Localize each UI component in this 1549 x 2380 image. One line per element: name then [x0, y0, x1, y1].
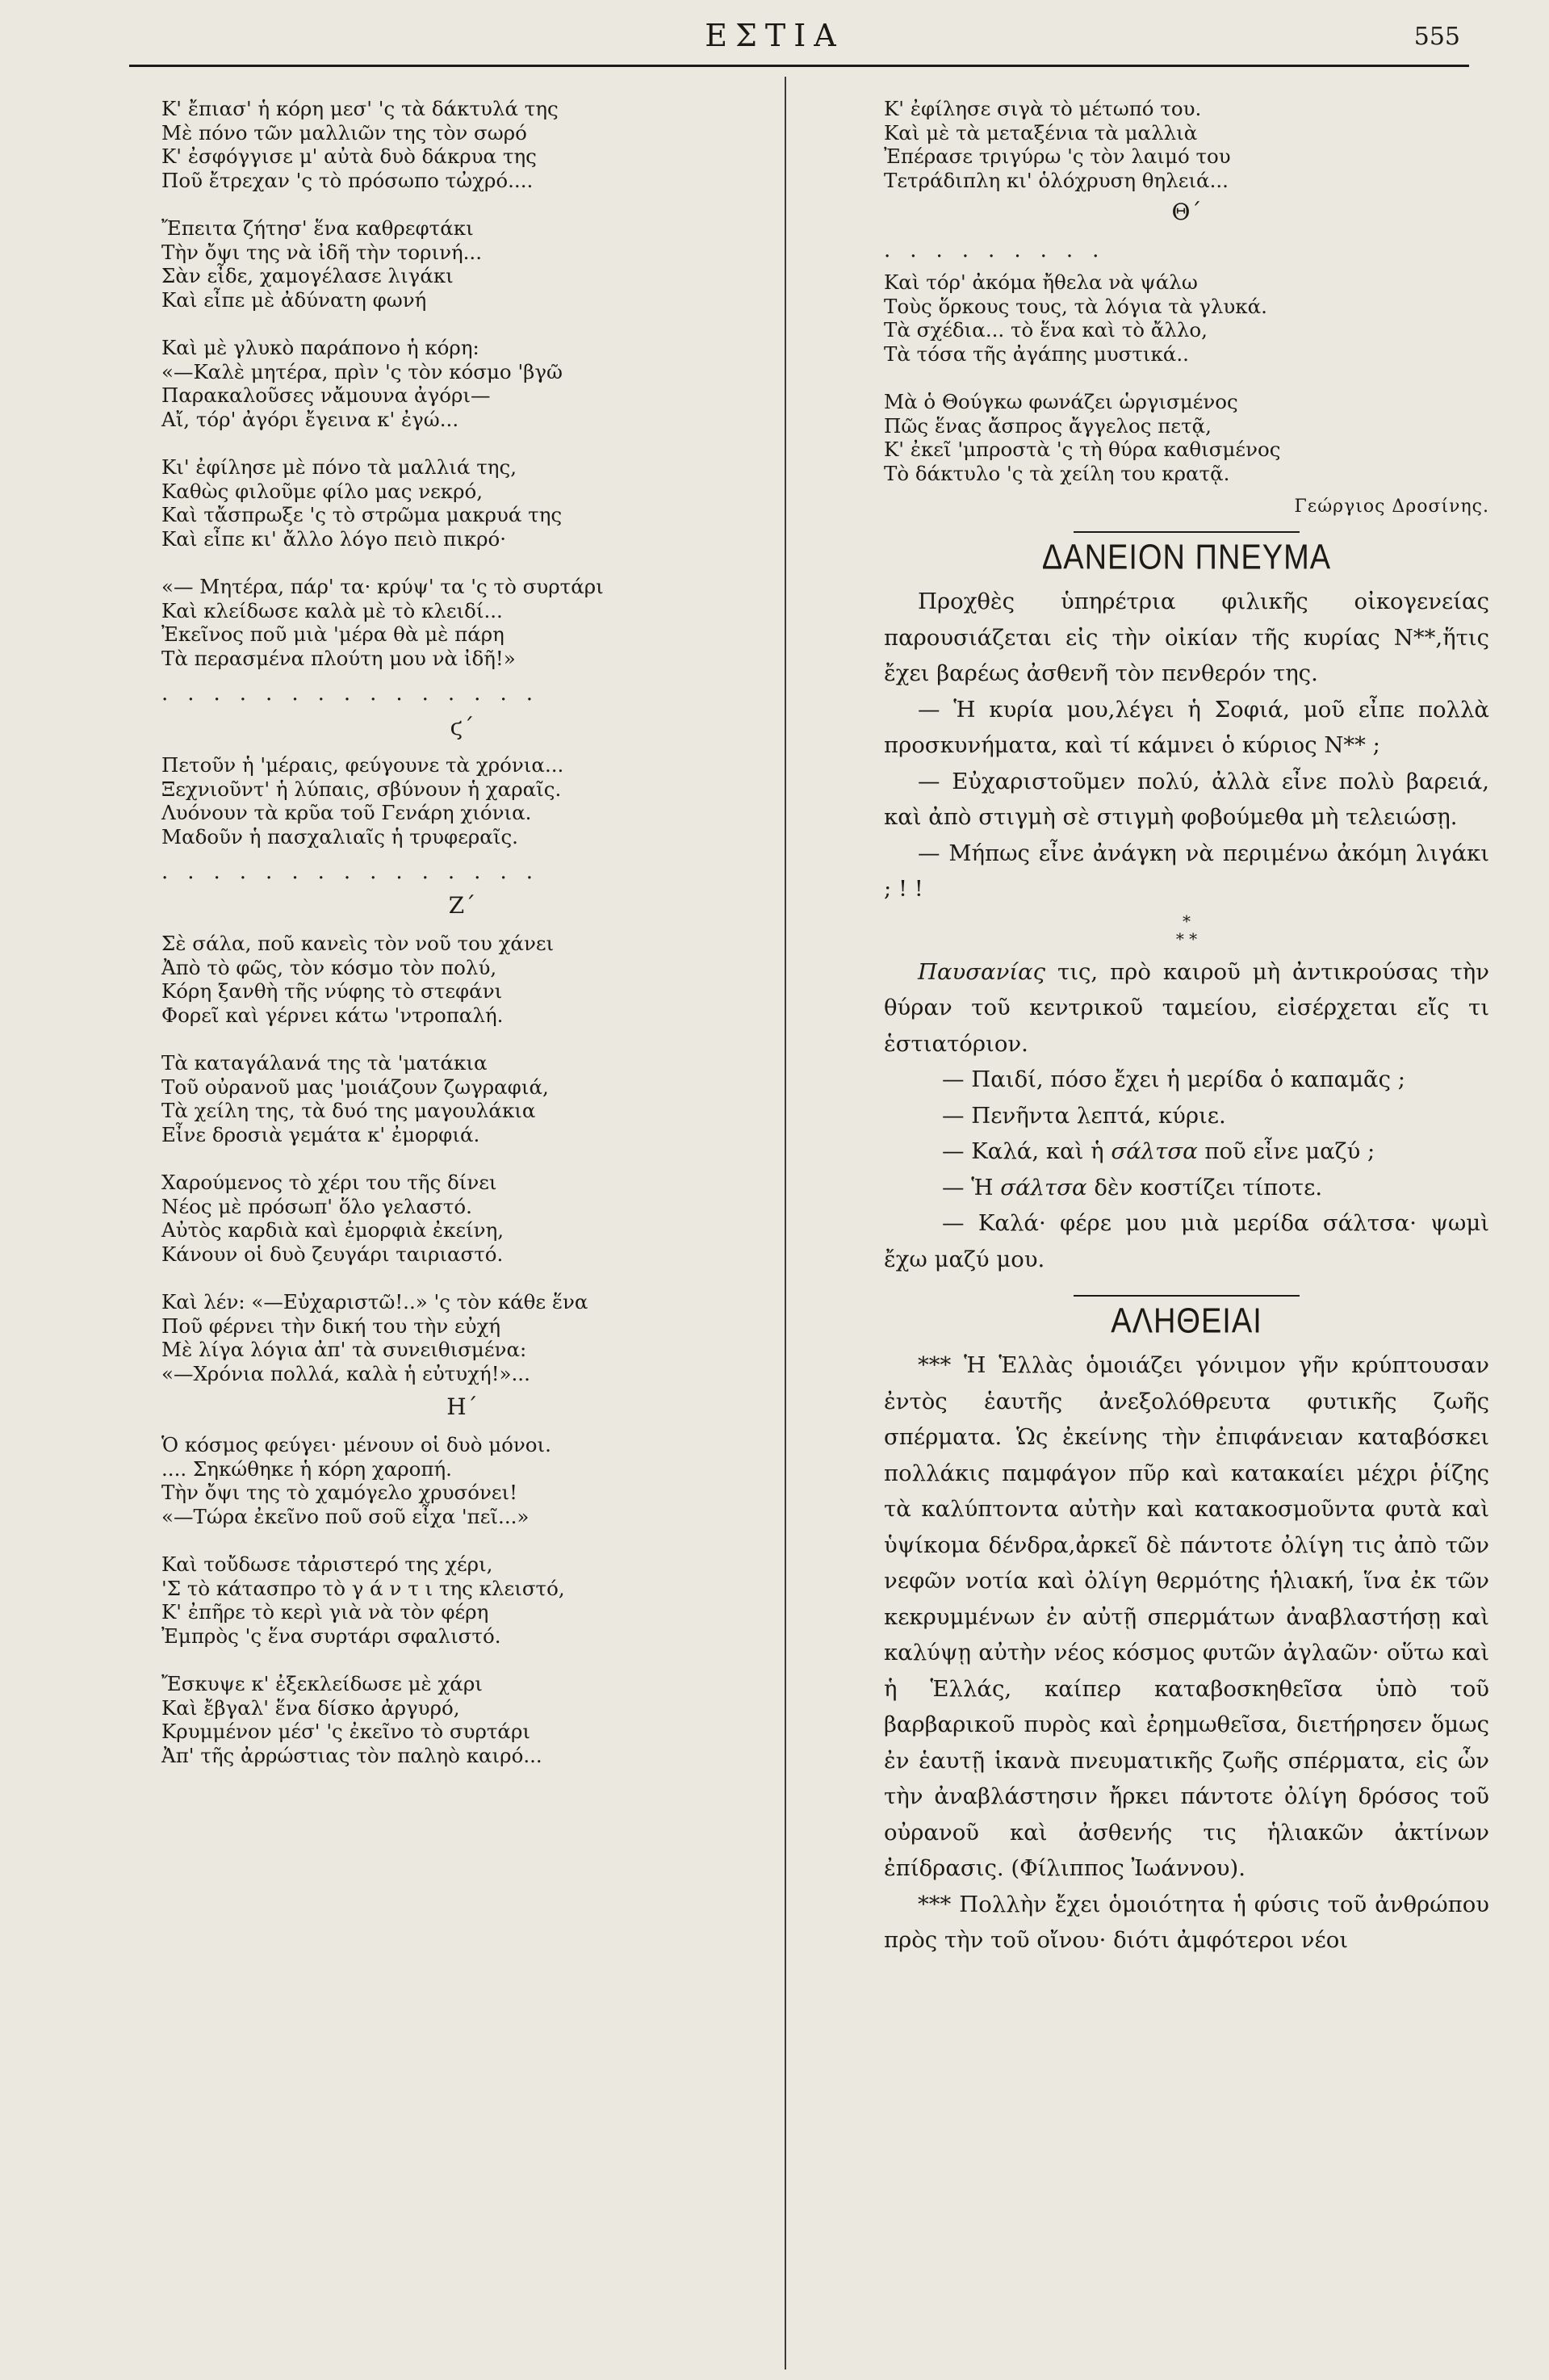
section-numeral: ϛ΄ [450, 714, 475, 740]
poem-line: Ξεχνιοῦντ' ἡ λύπαις, σβύνουν ἡ χαραῖς. [161, 777, 562, 801]
poem-line: Τὰ χείλη της, τὰ δυό της μαγουλάκια [161, 1099, 536, 1122]
poem-line: Φορεῖ καὶ γέρνει κάτω 'ντροπαλή. [161, 1003, 504, 1027]
poem-line: Αὐτὸς καρδιὰ καὶ ἐμορφιὰ ἐκείνη, [161, 1218, 504, 1242]
poem-line: Μὰ ὁ Θούγκω φωνάζει ὡργισμένος [884, 390, 1238, 413]
dialogue-line: — Παιδί, πόσο ἔχει ἡ μερίδα ὁ καπαμᾶς ; [942, 1066, 1405, 1092]
article-body [884, 584, 1489, 1277]
poem-line: Ἔπειτα ζήτησ' ἕνα καθρεφτάκι [161, 216, 474, 240]
poem-line: Καὶ ἔβγαλ' ἕνα δίσκο ἀργυρό, [161, 1695, 460, 1720]
paragraph: Προχθὲς ὑπηρέτρια φιλικῆς οἰκογενείας παρουσιάζεται εἰς τὴν οἰκίαν τῆς κυρίας Ν**,ἥτις ἔχει βαρέως ἀσθενῆ τὸν πενθερόν της. [884, 589, 1489, 686]
journal-title: ΕΣΤΙΑ [705, 18, 844, 53]
dialogue-text: δὲν κοστίζει τίποτε. [1086, 1174, 1323, 1200]
ellipsis-dots: ............... [161, 860, 552, 884]
paragraph: *** Ἡ Ἑλλὰς ὁμοιάζει γόνιμον γῆν κρύπτουσαν ἐντὸς ἑαυτῆς ἀνεξολόθρευτα φυτικῆς ζωῆς σπέρματα. Ὡς ἐκείνης τὴν ἐπιφάνειαν καταβόσκει πολλάκις παμφάγον πῦρ καὶ κατακαίει μέχρι ῥίζης τὰ καλύπτοντα αὐτὴν καὶ κατακοσμοῦντα φυτὰ καὶ ὑψίκομα δένδρα,ἀρκεῖ δὲ πάντοτε ὀλίγη τις ἀπὸ τῶν νεφῶν νοτία καὶ ὀλίγη θερμότης ἡλιακή, ἵνα ἐκ τῶν κεκρυμμένων ἐν αὐτῇ σπερμάτων ἀναβλαστήσῃ καὶ καλύψῃ αὐτὴν νέος κόσμος φυτῶν ἀγλαῶν· οὕτω καὶ ἡ Ἑλλάς, καίπερ καταβοσκηθεῖσα ὑπὸ τοῦ βαρβαρικοῦ πυρὸς καὶ ἐρημωθεῖσα, διετήρησεν ὅμως ἐν ἑαυτῇ ἱκανὰ πνευματικῆς ζωῆς σπέρματα, εἰς ὧν τὴν ἀναβλάστησιν ἤρκει πάντοτε ὀλίγη δρόσος τοῦ οὐρανοῦ καὶ ἀσθενής τις ἡλιακῶν ἀκτίνων ἐπίδρασις. (Φίλιππος Ἰωάννου). [884, 1352, 1489, 1881]
section-numeral: Ζ΄ [448, 892, 476, 919]
dialogue-line [884, 1170, 1489, 1206]
poem-line: Κ' ἐπῆρε τὸ κερὶ γιὰ νὰ τὸν φέρη [161, 1600, 489, 1624]
section-separator [1074, 531, 1300, 533]
poem-line: Καὶ εἶπε κι' ἄλλο λόγο πειὸ πικρό· [161, 526, 507, 551]
poem-line: Εἶνε δροσιὰ γεμάτα κ' ἐμορφιά. [161, 1122, 480, 1146]
article-body [884, 1347, 1489, 1959]
poem-line: Ποῦ ἔτρεχαν 'ς τὸ πρόσωπο τὠχρό.... [161, 168, 534, 192]
dialogue-line: — Πενῆντα λεπτά, κύριε. [942, 1102, 1226, 1129]
poem-line: .... Σηκώθηκε ἡ κόρη χαροπή. [161, 1456, 452, 1481]
poem-line: Τετράδιπλη κι' ὁλόχρυση θηλειά... [884, 168, 1229, 192]
poem-line: Τὴν ὄψι της νὰ ἰδῆ τὴν τορινή... [161, 240, 483, 264]
poem-line: «— Μητέρα, πάρ' τα· κρύψ' τα 'ς τὸ συρτάρι [161, 575, 604, 598]
poem-stanza [161, 932, 763, 1027]
poem-line: Τὰ καταγάλανά της τὰ 'ματάκια [161, 1051, 488, 1075]
poem-line: Λυόνουν τὰ κρῦα τοῦ Γενάρη χιόνια. [161, 801, 532, 824]
poem-line: Καὶ κλείδωσε καλὰ μὲ τὸ κλειδί... [161, 598, 503, 622]
poem-stanza [161, 1552, 763, 1648]
poem-line: Σὰν εἶδε, χαμογέλασε λιγάκι [161, 264, 454, 287]
poem-line: Τοῦ οὐρανοῦ μας 'μοιάζουν ζωγραφιά, [161, 1075, 549, 1099]
poem-stanza [161, 1051, 763, 1146]
poem-line: Καὶ τοὔδωσε τἀριστερό της χέρι, [161, 1552, 493, 1576]
poem-line: Ποῦ φέρνει τὴν δική του τὴν εὐχή [161, 1314, 501, 1338]
poem-line: Καὶ τόρ' ἀκόμα ἤθελα νὰ ψάλω [884, 270, 1198, 294]
poem-line: Ἐπέρασε τριγύρω 'ς τὸν λαιμό του [884, 145, 1231, 168]
poem-line: Κρυμμένον μέσ' 'ς ἐκεῖνο τὸ συρτάρι [161, 1720, 530, 1743]
poem-stanza [161, 1672, 763, 1767]
poem-stanza [161, 753, 763, 849]
dialogue-text: ποῦ εἶνε μαζύ ; [1197, 1138, 1375, 1164]
poem-line: Πῶς ἕνας ἄσπρος ἄγγελος πετᾷ, [884, 413, 1212, 438]
section-title: ΔΑΝΕΙΟΝ ΠΝΕΥΜΑ [1041, 538, 1332, 578]
poem-stanza [884, 390, 1489, 485]
poem-line: Μαδοῦν ἡ πασχαλιαῖς ἡ τρυφεραῖς. [161, 824, 518, 849]
poem-stanza [161, 1433, 763, 1528]
paragraph: — Εὐχαριστοῦμεν πολύ, ἀλλὰ εἶνε πολὺ βαρειά, καὶ ἀπὸ στιγμὴ σὲ στιγμὴ φοβούμεθα μὴ τελειώσῃ. [884, 768, 1489, 830]
paragraph: — Ἡ κυρία μου,λέγει ἡ Σοφιά, μοῦ εἶπε πολλὰ προσκυνήματα, καὶ τί κάμνει ὁ κύριος Ν** ; [884, 696, 1489, 758]
poem-line: Τὴν ὄψι της τὸ χαμόγελο χρυσόνει! [161, 1481, 518, 1504]
right-column [884, 97, 1489, 1959]
ellipsis-dots: ......... [884, 238, 1119, 262]
poem-line: «—Καλὲ μητέρα, πρὶν 'ς τὸν κόσμο 'βγῶ [161, 359, 563, 383]
poem-line: Τὰ περασμένα πλούτη μου νὰ ἰδῆ!» [161, 646, 516, 670]
italic-word: σάλτσα [1111, 1138, 1198, 1164]
poem-line: Ὁ κόσμος φεύγει· μένουν οἱ δυὸ μόνοι. [161, 1433, 551, 1456]
poem-line: Ἀπὸ τὸ φῶς, τὸν κόσμο τὸν πολύ, [161, 955, 497, 979]
poem-line: «—Χρόνια πολλά, καλὰ ἡ εὐτυχή!»... [161, 1361, 530, 1385]
poem-line: Κ' ἐσφόγγισε μ' αὐτὰ δυὸ δάκρυα της [161, 145, 537, 168]
poem-line: Αἴ, τόρ' ἀγόρι ἔγεινα κ' ἐγώ... [161, 407, 459, 431]
dialogue-text: — Καλά, καὶ ἡ [942, 1138, 1112, 1164]
poem-stanza [161, 97, 763, 192]
ellipsis-dots: ............... [161, 681, 552, 706]
poem-line: Ἐκεῖνος ποῦ μιὰ 'μέρα θὰ μὲ πάρη [161, 622, 504, 646]
poem-line: Τὸ δάκτυλο 'ς τὰ χείλη του κρατᾷ. [884, 461, 1230, 485]
section-title: ΑΛΗΘΕΙΑΙ [1111, 1301, 1262, 1342]
poem-line: Ἀπ' τῆς ἀρρώστιας τὸν παληὸ καιρό... [161, 1743, 542, 1767]
italic-word: σάλτσα [1000, 1174, 1087, 1200]
poem-line: Καὶ εἶπε μὲ ἀδύνατη φωνή [161, 287, 427, 312]
paragraph: — Μήπως εἶνε ἀνάγκη νὰ περιμένω ἀκόμη λιγάκι ; ! ! [884, 840, 1489, 902]
poem-stanza [884, 97, 1489, 192]
poem-stanza [161, 336, 763, 431]
poem-line: 'Σ τὸ κάτασπρο τὸ γ ά ν τ ι της κλειστό, [161, 1576, 565, 1600]
poem-line: Καὶ λέν: «—Εὐχαριστῶ!..» 'ς τὸν κάθε ἕνα [161, 1290, 588, 1314]
column-divider [785, 77, 786, 2370]
poem-stanza [161, 1290, 763, 1385]
paragraph-text: τις, πρὸ καιροῦ μὴ ἀντικρούσας τὴν θύραν τοῦ κεντρικοῦ ταμείου, εἰσέρχεται εἴς τι ἑστιατόριον. [884, 958, 1489, 1057]
poem-line: Τὰ σχέδια... τὸ ἕνα καὶ τὸ ἄλλο, [884, 318, 1208, 341]
poem-stanza [161, 216, 763, 312]
poem-line: Τοὺς ὅρκους τους, τὰ λόγια τὰ γλυκά. [884, 294, 1267, 318]
poem-line: «—Τώρα ἐκεῖνο ποῦ σοῦ εἶχα 'πεῖ...» [161, 1504, 530, 1528]
poem-line: Κόρη ξανθὴ τῆς νύφης τὸ στεφάνι [161, 979, 503, 1003]
dialogue-text: — Ἡ [942, 1174, 1001, 1200]
poem-line: Καὶ μὲ γλυκὸ παράπονο ἡ κόρη: [161, 336, 479, 359]
poem-line: Κ' ἐκεῖ 'μπροστὰ 'ς τὴ θύρα καθισμένος [884, 438, 1281, 461]
poem-stanza [884, 270, 1489, 366]
dialogue-line: — Καλά· φέρε μου μιὰ μερίδα σάλτσα· ψωμὶ ἔχω μαζύ μου. [884, 1210, 1489, 1272]
italic-name: Παυσανίας [918, 958, 1046, 985]
poem-line: Μὲ λίγα λόγια ἀπ' τὰ συνειθισμένα: [161, 1338, 527, 1361]
poem-line: Σὲ σάλα, ποῦ κανεὶς τὸν νοῦ του χάνει [161, 932, 555, 955]
page-number: 555 [1413, 23, 1460, 51]
dialogue-line [884, 1133, 1489, 1170]
poem-line: Νέος μὲ πρόσωπ' ὅλο γελαστό. [161, 1194, 472, 1218]
poem-stanza [161, 575, 763, 670]
poem-line: Ἐμπρὸς 'ς ἕνα συρτάρι σφαλιστό. [161, 1624, 501, 1648]
poem-line: Μὲ πόνο τῶν μαλλιῶν της τὸν σωρό [161, 120, 527, 145]
poem-line: Καθὼς φιλοῦμε φίλο μας νεκρό, [161, 479, 484, 503]
asterism: * * * [1175, 911, 1198, 949]
section-numeral: Η΄ [446, 1393, 478, 1420]
poem-line: Κι' ἐφίλησε μὲ πόνο τὰ μαλλιά της, [161, 455, 517, 479]
section-separator [1074, 1295, 1300, 1297]
author-signature: Γεώργιος Δροσίνης. [1294, 497, 1489, 517]
paragraph [884, 954, 1489, 1062]
left-column [161, 97, 763, 1791]
header-rule [129, 65, 1469, 67]
poem-line: Πετοῦν ἡ 'μέραις, φεύγουνε τὰ χρόνια... [161, 753, 564, 777]
poem-line: Χαρούμενος τὸ χέρι του τῆς δίνει [161, 1171, 497, 1194]
poem-stanza [161, 1171, 763, 1266]
poem-line: Κάνουν οἱ δυὸ ζευγάρι ταιριαστό. [161, 1242, 504, 1266]
poem-line: Τὰ τόσα τῆς ἀγάπης μυστικά.. [884, 341, 1189, 366]
poem-line: Καὶ μὲ τὰ μεταξένια τὰ μαλλιὰ [884, 120, 1198, 145]
poem-line: Ἔσκυψε κ' ἐξεκλείδωσε μὲ χάρι [161, 1672, 483, 1695]
page-header [0, 18, 1549, 66]
poem-stanza [161, 455, 763, 551]
section-numeral: Θ΄ [1171, 199, 1202, 225]
poem-line: Κ' ἔπιασ' ἡ κόρη μεσ' 'ς τὰ δάκτυλά της [161, 97, 559, 120]
paragraph: *** Πολλὴν ἔχει ὁμοιότητα ἡ φύσις τοῦ ἀνθρώπου πρὸς τὴν τοῦ οἴνου· διότι ἀμφότεροι νέοι [884, 1891, 1489, 1953]
poem-line: Παρακαλοῦσες νἄμουνα ἀγόρι— [161, 383, 491, 407]
poem-line: Κ' ἐφίλησε σιγὰ τὸ μέτωπό του. [884, 97, 1202, 120]
poem-line: Καὶ τἄσπρωξε 'ς τὸ στρῶμα μακρυά της [161, 503, 563, 526]
